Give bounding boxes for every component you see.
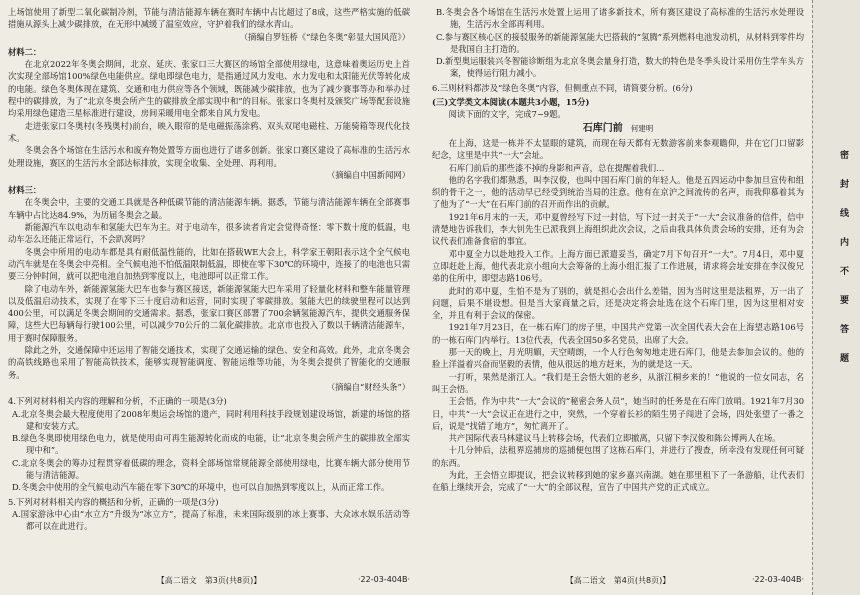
paragraph: 走进张家口冬奥村(冬残奥村)前台，映入眼帘的是电磁振荡涂鸦、双头双尾电磁柱、万能骑箱等现代化技术。	[8, 120, 410, 143]
paragraph: 上场馆使用了新型二氧化碳制冷剂，节能与清洁能源车辆在赛时车辆中占比超过了8成，这些严格实施的低碳措施从源头上减少碳排放，在无形中减缓了温室效应，守护着我们的绿水青山。	[8, 7, 410, 30]
page-number: 【高二语文 第4页(共8页)】	[565, 576, 671, 585]
material-label: 材料二：	[8, 46, 42, 57]
paragraph: 那一天的晚上，月光明媚，天空晴朗，一个人行色匆匆地走进石库门，他是去参加会议的。他的脸上洋溢着兴奋而坚毅的表情，他从很远的地方赶来，为的就是这一天。	[432, 347, 804, 370]
paragraph: 在冬奥会中，主要的交通工具就是各种低碳节能的清洁能源车辆。据悉，节能与清洁能源车辆在全部赛事车辆中占比达84.9%，为历届冬奥会之最。	[8, 197, 410, 220]
paragraph: 共产国际代表马林建议马上转移会场，代表们立即撤离，只留下李汉俊和陈公博两人在场。	[448, 433, 781, 444]
paragraph: 1921年6月末的一天，邓中夏曾经写下过一封信，写下过一封关于“一大”会议准备的信件，信中清楚地告诉我们，李大钊先生已派我到上海组织此次会议，之后由我具体负责会场的安排，还有为会议代表们准备食宿的事宜。	[432, 211, 804, 247]
paragraph: 除了电动车外，新能源氢能大巴车也参与赛区接送，新能源氢能大巴车采用了轻量化材料和整车能量管理以及低温启动技术，实现了在零下三十度启动和运营，同时实现了零碳排放。氢能大巴的续驶里程可以达到400公里，可以满足冬奥会期间的交通需求。据悉，张家口赛区部署了700余辆氢能源汽车，提供交通服务保障，这些大巴每辆每行驶100公里，可以减少70公斤的二氧化碳排放。北京市也投入了数以千辆清洁能源车，用于赛时保障服务。	[8, 283, 410, 343]
paragraph: 除此之外，交通保障中还运用了智能交通技术，实现了交通运输的绿色、安全和高效。此外，北京冬奥会的高铁线路也采用了智能高铁技术，能够实现智能调度、智能运维等功能，为冬奥会提供了智能化的交通服务。	[8, 345, 410, 380]
article-title	[432, 123, 804, 135]
source-line: （摘编自罗钰桥《“绿色冬奥”彰显大国风范》）	[239, 31, 410, 42]
option: B.绿色冬奥即使用绿色电力，就是使用由可再生能源转化而成的电能，让“北京冬奥会所产生的碳排放全部实现中和”。	[12, 433, 410, 456]
option: C.参与赛区核心区的接驳服务的新能源氢能大巴搭载的“氢腾”系列燃料电池发动机，从材料到零件均是我国自主打造的。	[436, 31, 804, 54]
article-title-text: 石库门前	[582, 122, 623, 134]
paragraph: 王会悟，作为中共“一大”会议的“秘密会务人员”，她当时的任务是在石库门放哨。1921年7月30日，中共“一大”会议正在进行之中，突然，一个穿着长衫的陌生男子闯进了会场，四处张望了一番之后，说是“找错了地方”，匆忙离开了。	[432, 396, 804, 431]
section-heading: (三)文学类文本阅读(本题共3小题，15分)	[432, 97, 590, 108]
option: D.冬奥会中使用的全气候电动汽车能在零下30℃的环境中，也可以自加热到零度以上，从而正常工作。	[12, 482, 390, 493]
exam-code: ·22-03-404B·	[358, 575, 410, 584]
paragraph: 为此，王会悟立即提议，把会议转移到她的家乡嘉兴南湖。她在那里租下了一条游船，让代表们在船上继续开会，完成了“一大”的全部议程，宣告了中国共产党的正式成立。	[432, 469, 804, 493]
paragraph: 新能源汽车以电动车和氢能大巴车为主。对于电动车，很多读者肯定会觉得奇怪：零下数十度的低温，电动车怎么还能正常运行，不会趴窝吗？	[8, 222, 410, 245]
source-line: （摘编自“财经头条”）	[326, 381, 410, 392]
page-number: 【高二语文 第3页(共8页)】	[156, 576, 262, 585]
left-page	[8, 6, 410, 590]
question: 5.下列对材料相关内容的概括和分析，正确的一项是(3分)	[8, 496, 219, 507]
paragraph: 十几分钟后，法租界巡捕房的巡捕便包围了这栋石库门，并进行了搜查，所幸没有发现任何可疑的东西。	[432, 445, 804, 468]
option: D.新型奥运服装兴冬智能诊断组为北京冬奥会量身打造，数大的特色是冬季头设计采用仿生学车头方案，使得运行阻力减小。	[436, 56, 804, 79]
paragraph: 邓中夏全力以赴地投入工作。上海方面已派遣妥当，确定7月下旬召开“一大”。7月4日，邓中夏立即赶赴上海，他代表北京小组向大会筹备的上海小组汇报了工作进展，请求将会址安排在李汉俊兄弟的住所中，即望志路106号。	[432, 248, 804, 284]
paragraph: 冬奥会各个场馆在生活污水和废弃物处置等方面也进行了诸多创新。张家口赛区建设了高标准的生活污水处理设施，赛区的生活污水全部达标排放，实现全收集、全处理、再利用。	[8, 145, 410, 168]
option: A.国家游泳中心由“水立方”升级为“冰立方”，提高了标准，未来国际级别的冰上赛事、大众冰水娱乐活动等都可以在此进行。	[12, 508, 410, 532]
binding-margin	[812, 0, 860, 595]
right-page	[432, 6, 804, 590]
right-footer	[432, 575, 804, 589]
paragraph: 石库门前后的那些漆不掉的身影和声音，总在提醒着我们…	[448, 162, 665, 173]
paragraph: 他的名字我们都熟悉，叫李汉俊，也叫中国石库门前的年轻人。他是五四运动中参加旦宣传和组织的骨干之一，他的活动早已经受到统治当局的注意。他有在京沪之间流传的名声，而我仰慕着其为了他为了“一大”在石库门前的召开而作出的贡献。	[432, 174, 804, 210]
paragraph: 1921年7月23日，在一栋石库门的房子里，中国共产党第一次全国代表大会在上海望志路106号的一栋石库门内举行。13位代表，代表全国50多名党员，出席了大会。	[432, 322, 804, 345]
question: 6.三则材料都涉及“绿色冬奥”内容，但侧重点不同，请简要分析。(6分)	[432, 82, 693, 93]
option: C.北京冬奥会的筹办过程贯穿着低碳的理念，资料全部场馆常规能源全部使用绿电，比赛车辆大部分使用节能与清洁能源。	[12, 457, 410, 480]
option: A.北京冬奥会最大程度使用了2008年奥运会场馆的遗产，同时利用科技手段规划建设场馆，新建的场馆的搭建和安装方式。	[12, 408, 410, 431]
paragraph: 在上海，这是一栋并不太显眼的建筑，而现在每天都有无数游客前来参观瞻仰，并在它门口留影纪念，这里是中共“一大”会址。	[432, 137, 804, 161]
material-label: 材料三：	[8, 185, 42, 196]
left-footer	[8, 575, 410, 589]
paragraph: 冬奥会中所用的电动车都是具有耐低温性能的，比如在搭载WE大会上，科学家王朝阳表示这个全气候电动汽车就是在冬奥会中亮相。全气候电池不怕低温限制低温，即使在零下30℃的环境中，连接了的电池也只需要三分钟时间，就可以把电池自加热到零度以上，电池即可以正常工作。	[8, 246, 410, 282]
instruction: 阅读下面的文字，完成7~9题。	[448, 109, 566, 120]
source-line: （摘编自中国新闻网）	[327, 169, 410, 180]
paragraph: 在北京2022年冬奥会期间，北京、延庆、张家口三大赛区的场馆全部使用绿电，这意味着奥运历史上首次实现全部场馆100%绿色电能供应。绿电即绿色电力，是指通过风力发电、水力发电和太阳能光伏等转化成的电能。绿色冬奥体现在建筑、交通和电力供应等各个领域，既能减少碳排放，也为了减少赛事等办和举办过程中的碳排放，为了“北京冬奥会所产生的碳排放全部实现中和”的目标。张家口冬奥村及颁奖广场等配套设施均采用绿色建造三星标准进行建设，房间采暖用电全都来自风力发电。	[8, 59, 410, 119]
binding-notice: 密封线内不要答题	[838, 150, 848, 382]
paragraph: 此时的邓中夏，生怕不是为了别的，就是担心会出什么差错，因为当时这里是法租界，万一出了问题，后果不堪设想。但是当大家商量之后，还是决定将会址选在这个石库门里，因为这里相对安全，并且有利于会议的保密。	[432, 285, 804, 321]
option: B.冬奥会各个场馆在生活污水处置上运用了诸多新技术，所有赛区建设了高标准的生活污水处理设施，生活污水全部再利用。	[436, 7, 804, 30]
question: 4.下列对材料相关内容的理解和分析，不正确的一项是(3分)	[8, 396, 227, 407]
article-author: 何建明	[630, 123, 654, 133]
paragraph: 一打听，果然是浙江人。“我们是王会悟大姐的老乡，从浙江桐乡来的！”他说的一位女同志，名叫王会悟。	[432, 371, 804, 394]
exam-code: ·22-03-404B·	[752, 575, 804, 584]
